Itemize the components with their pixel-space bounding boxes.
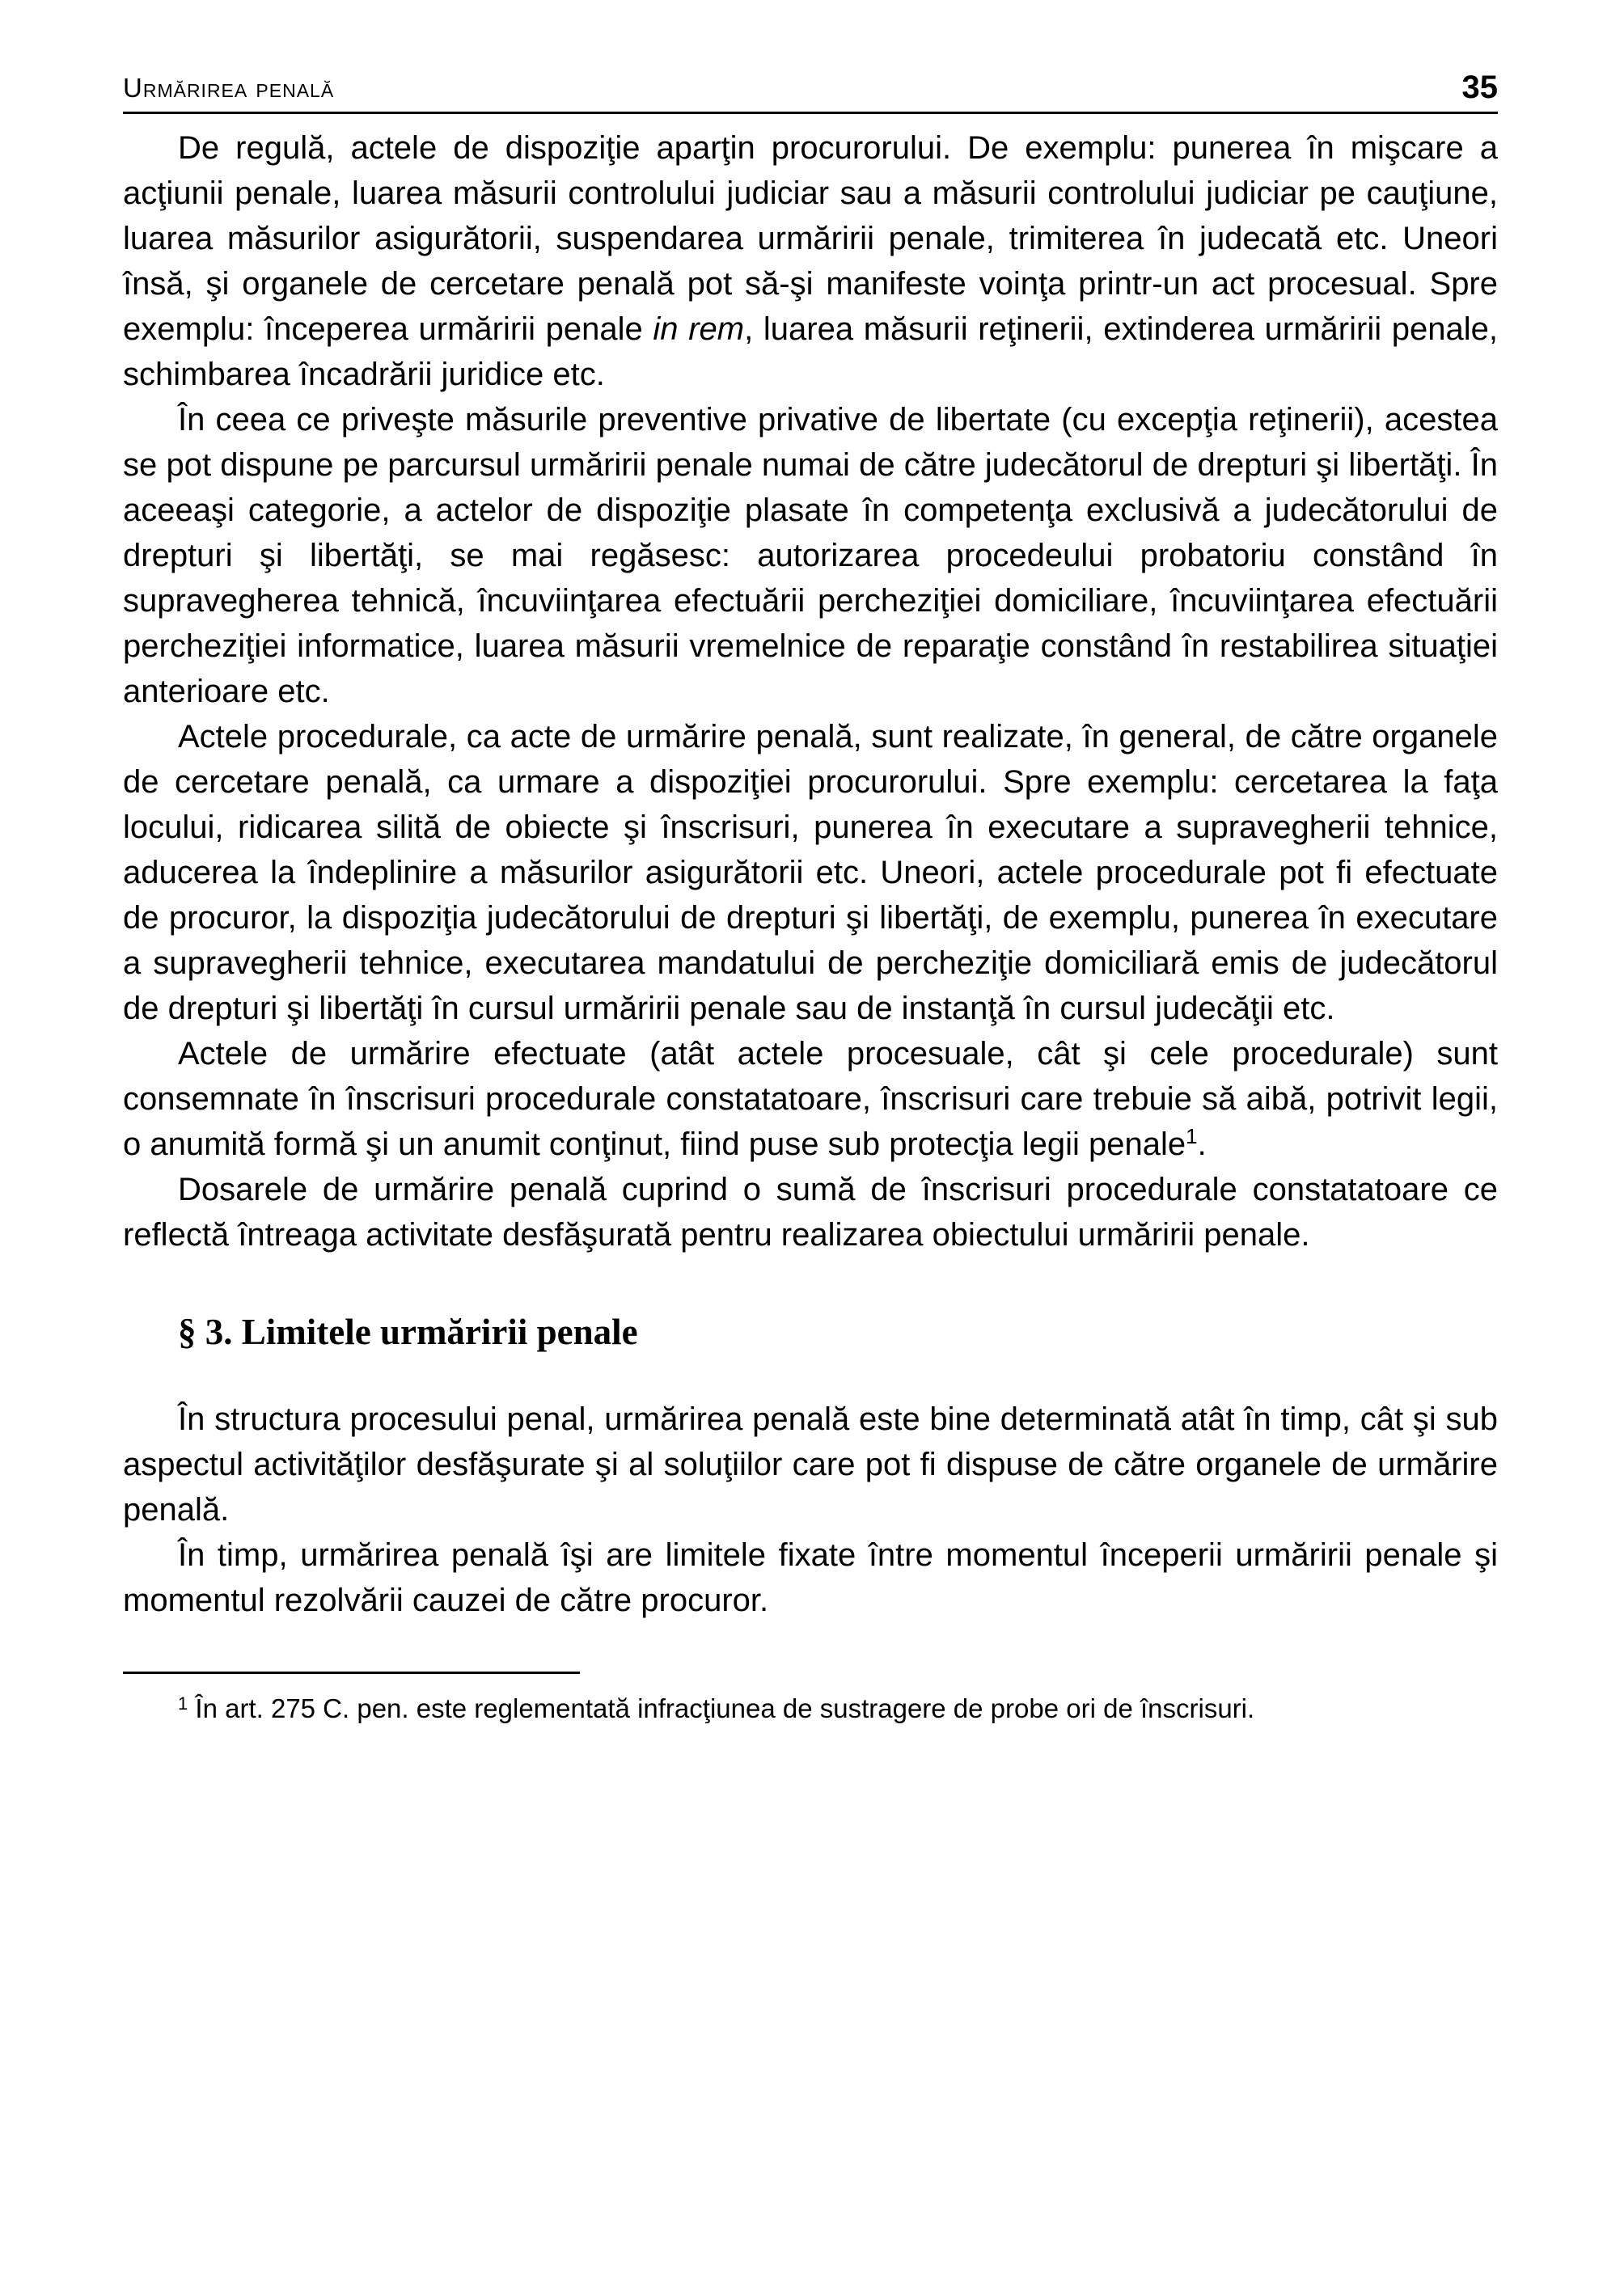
- paragraph-text: .: [1197, 1126, 1207, 1162]
- paragraph: [123, 1031, 1498, 1167]
- section-heading: § 3. Limitele urmăririi penale: [178, 1312, 638, 1352]
- paragraph: Actele procedurale, ca acte de urmărire penală, sunt realizate, în general, de către organele de cercetare penală, ca urmare a dispoziţiei procurorului. Spre exemplu: cercetarea la faţa locului, ridicarea silită de obiecte şi înscrisuri, punerea în executare a supravegherii tehnice, aducerea la îndeplinire a măsurilor asigurătorii etc. Uneori, actele procedurale pot fi efectuate de procuror, la dispoziţia judecătorului de drepturi şi libertăţi, de exemplu, punerea în executare a supravegherii tehnice, executarea mandatului de percheziţie domiciliară emis de judecătorul de drepturi şi libertăţi în cursul urmăririi penale sau de instanţă în cursul judecăţii etc.: [123, 719, 1498, 1026]
- footnote: [123, 1690, 1498, 1727]
- paragraph: În ceea ce priveşte măsurile preventive privative de libertate (cu excepţia reţinerii), acestea se pot dispune pe parcursul urmăririi penale numai de către judecătorul de drepturi şi libertăţi. În aceeaşi categorie, a actelor de dispoziţie plasate în competenţa exclusivă a judecătorului de drepturi şi libertăţi, se mai regăsesc: autorizarea procedeului probatoriu constând în supravegherea tehnică, încuviinţarea efectuării percheziţiei domiciliare, încuviinţarea efectuării percheziţiei informatice, luarea măsurii vremelnice de reparaţie constând în restabilirea situaţiei anterioare etc.: [123, 402, 1498, 709]
- running-title: Urmărirea penală: [123, 73, 335, 103]
- paragraph: [123, 125, 1498, 397]
- footnote-marker: 1: [178, 1693, 188, 1714]
- footnote-area: [123, 1672, 1498, 1727]
- italic-term: in rem: [653, 311, 745, 347]
- footnote-separator: [123, 1672, 580, 1674]
- page-header: [123, 71, 1498, 114]
- paragraph: Dosarele de urmărire penală cuprind o sumă de înscrisuri procedurale constatatoare ce reflectă întreaga activitate desfăşurată pentru realizarea obiectului urmăririi penale.: [123, 1172, 1498, 1253]
- paragraph-text: Actele de urmărire efectuate (atât actele procesuale, cât şi cele procedurale) sunt consemnate în înscrisuri procedurale constatatoare, înscrisuri care trebuie să aibă, potrivit legii, o anumită formă şi un anumit conţinut, fiind puse sub protecţia legii penale: [123, 1036, 1498, 1162]
- page-body: [123, 125, 1498, 1623]
- paragraph-text: De regulă, actele de dispoziţie aparţin procurorului. De exemplu: punerea în mişcare a acţiunii penale, luarea măsurii controlului judiciar sau a măsurii controlului judiciar pe cauţiune, luarea măsurilor asigurătorii, suspendarea urmăririi penale, trimiterea în judecată etc. Uneori însă, şi organele de cercetare penală pot să-şi manifeste voinţa printr-un act procesual. Spre exemplu: începerea urmăririi penale: [123, 130, 1498, 347]
- footnote-reference: 1: [1186, 1124, 1198, 1148]
- paragraph: În structura procesului penal, urmărirea penală este bine determinată atât în timp, cât şi sub aspectul activităţilor desfăşurate şi al soluţiilor care pot fi dispuse de către organele de urmărire penală.: [123, 1401, 1498, 1528]
- paragraph-text: , luarea măsurii reţinerii, extinderea urmăririi penale, schimbarea încadrării juridice etc.: [123, 311, 1498, 392]
- paragraph: În timp, urmărirea penală îşi are limitele fixate între momentul începerii urmăririi penale şi momentul rezolvării cauzei de către procuror.: [123, 1537, 1498, 1618]
- footnote-text: În art. 275 C. pen. este reglementată infracţiunea de sustragere de probe ori de înscrisuri.: [195, 1693, 1255, 1723]
- page-number: 35: [1461, 70, 1498, 105]
